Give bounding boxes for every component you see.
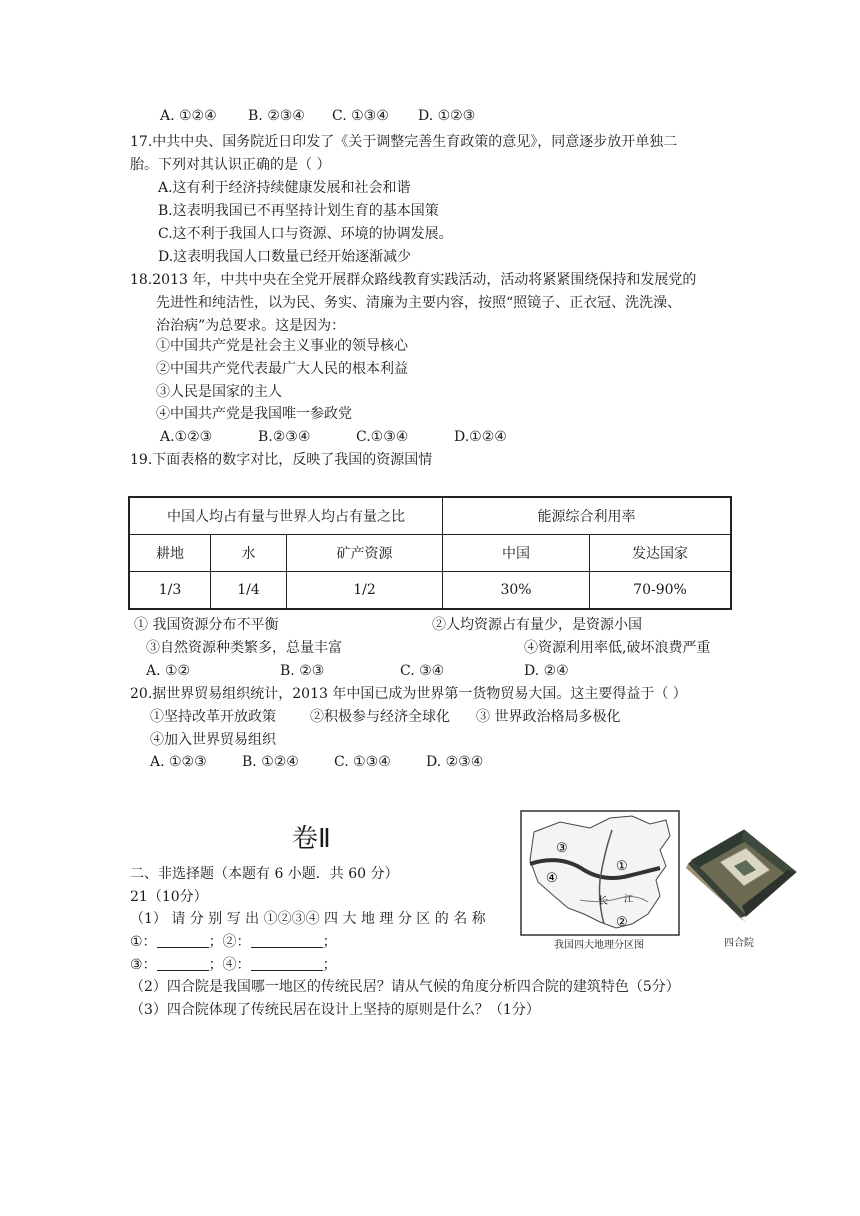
q17-stem-line1: 17.中共中央、国务院近日印发了《关于调整完善生育政策的意见》，同意逐步放开单独二 [130, 134, 678, 150]
q21-blanks-row2 [130, 955, 337, 975]
answer-blank-2[interactable] [251, 933, 323, 948]
q21-part3: （3）四合院体现了传统民居在设计上坚持的原则是什么？（1分） [130, 1002, 540, 1018]
map-caption: 我国四大地理分区图 [554, 940, 644, 951]
q18-options [160, 427, 507, 447]
q19-item-1: ① 我国资源分布不平衡 [134, 617, 279, 633]
table-value-china: 30% [443, 572, 590, 610]
q19-item-4: ④资源利用率低,破坏浪费严重 [524, 640, 711, 656]
siheyuan-image [684, 820, 802, 924]
q18-item-4: ④中国共产党是我国唯一参政党 [156, 406, 352, 422]
q17-option-a: A.这有利于经济持续健康发展和社会和谐 [158, 180, 411, 196]
table-value-farmland: 1/3 [129, 572, 211, 610]
table-sub-minerals: 矿产资源 [287, 535, 443, 572]
q17-option-b: B.这表明我国已不再坚持计划生育的基本国策 [158, 203, 439, 219]
map-text-chang: 长 [598, 896, 608, 907]
map-label-2: ② [616, 915, 628, 930]
table-value-water: 1/4 [211, 572, 287, 610]
q18-option-c: C.①③④ [356, 429, 409, 445]
resource-table [128, 496, 732, 610]
blank-row2-end: ； [322, 957, 337, 973]
section-title: 卷Ⅱ [292, 824, 331, 854]
q17-option-c: C.这不利于我国人口与资源、环境的协调发展。 [158, 226, 453, 242]
q17-stem-line2: 胎。下列对其认识正确的是（ ） [130, 157, 331, 173]
q18-option-a: A.①②③ [160, 429, 213, 445]
q21-heading: 21（10分） [130, 889, 208, 905]
map-label-1: ① [616, 859, 628, 874]
q19-item-3: ③自然资源种类繁多，总量丰富 [146, 640, 342, 656]
answer-blank-3[interactable] [157, 956, 209, 971]
blank4-label: ；④： [208, 957, 251, 973]
q21-part2: （2）四合院是我国哪一地区的传统民居？请从气候的角度分析四合院的建筑特色（5分） [130, 979, 680, 995]
section-heading: 二、非选择题（本题有 6 小题．共 60 分） [130, 866, 399, 882]
q18-stem-line3: 治治病”为总要求。这是因为： [156, 318, 346, 334]
table-sub-china: 中国 [443, 535, 590, 572]
q20-stem: 20.据世界贸易组织统计，2013 年中国已成为世界第一货物贸易大国。这主要得益于（ ） [130, 686, 687, 702]
q20-option-d: D. ②③④ [426, 754, 484, 770]
q20-items-line1 [150, 707, 620, 727]
q19-option-a: A. ①② [146, 663, 191, 679]
table-header-left: 中国人均占有量与世界人均占有量之比 [129, 497, 443, 535]
blank-row1-end: ； [322, 934, 337, 950]
q19-stem: 19.下面表格的数字对比，反映了我国的资源国情 [130, 452, 433, 468]
answer-blank-4[interactable] [251, 956, 323, 971]
q18-option-d: D.①②④ [454, 429, 507, 445]
q21-part1: （1） 请 分 别 写 出 ①②③④ 四 大 地 理 分 区 的 名 称 [130, 911, 486, 927]
q20-item-3: ③ 世界政治格局多极化 [476, 709, 621, 725]
map-label-4: ④ [546, 871, 558, 886]
answer-blank-1[interactable] [157, 933, 209, 948]
q19-option-c: C. ③④ [400, 663, 445, 679]
blank1-label: ①： [130, 934, 157, 950]
q18-item-2: ②中国共产党代表最广大人民的根本利益 [156, 361, 408, 377]
q16-option-c: C. ①③④ [332, 108, 389, 124]
q20-option-a: A. ①②③ [150, 754, 207, 770]
q16-options [160, 106, 475, 126]
blank3-label: ③： [130, 957, 157, 973]
map-text-jiang: 江 [624, 895, 634, 905]
q17-option-d: D.这表明我国人口数量已经开始逐渐减少 [158, 249, 412, 265]
blank2-label: ；②： [208, 934, 251, 950]
q16-option-b: B. ②③④ [248, 108, 305, 124]
china-region-map [520, 810, 680, 936]
q21-blanks-row1 [130, 932, 337, 952]
q19-option-b: B. ②③ [280, 663, 325, 679]
table-value-minerals: 1/2 [287, 572, 443, 610]
q20-option-b: B. ①②④ [242, 754, 299, 770]
table-value-developed: 70-90% [590, 572, 732, 610]
table-sub-farmland: 耕地 [129, 535, 211, 572]
q20-item-2: ②积极参与经济全球化 [310, 709, 450, 725]
q18-item-3: ③人民是国家的主人 [156, 384, 282, 400]
q18-stem-line1: 18.2013 年，中共中央在全党开展群众路线教育实践活动，活动将紧紧围绕保持和发展党的 [130, 272, 697, 288]
q20-options [150, 752, 483, 772]
q18-stem-line2: 先进性和纯洁性，以为民、务实、清廉为主要内容，按照“照镜子、正衣冠、洗洗澡、 [156, 295, 682, 311]
map-label-3: ③ [556, 841, 568, 856]
house-caption: 四合院 [724, 938, 754, 949]
q19-option-d: D. ②④ [524, 663, 569, 679]
q20-item-4: ④加入世界贸易组织 [150, 732, 276, 748]
q20-option-c: C. ①③④ [334, 754, 391, 770]
q16-option-a: A. ①②④ [160, 108, 217, 124]
q20-item-1: ①坚持改革开放政策 [150, 709, 276, 725]
q18-option-b: B.②③④ [258, 429, 311, 445]
table-sub-water: 水 [211, 535, 287, 572]
table-sub-developed: 发达国家 [590, 535, 732, 572]
table-header-right: 能源综合利用率 [443, 497, 732, 535]
q19-item-2: ②人均资源占有量少，是资源小国 [432, 617, 642, 633]
q16-option-d: D. ①②③ [418, 108, 476, 124]
q19-options [146, 661, 569, 681]
q18-item-1: ①中国共产党是社会主义事业的领导核心 [156, 338, 408, 354]
